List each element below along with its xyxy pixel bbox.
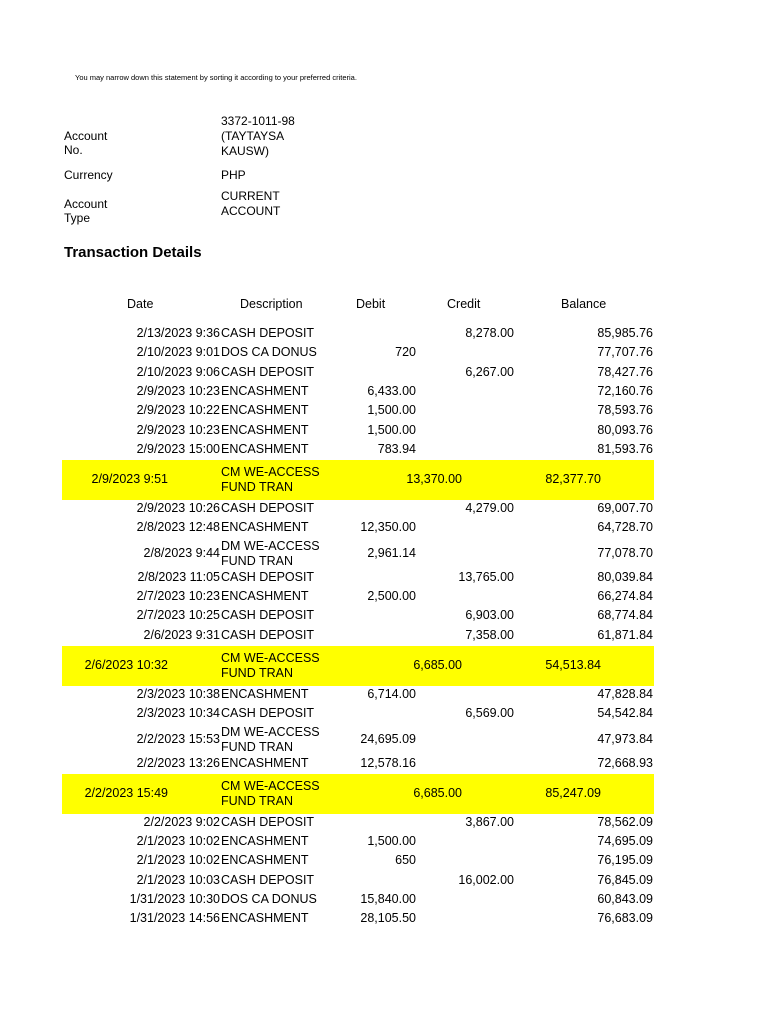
row-date: 2/9/2023 10:26 [136, 501, 220, 516]
row-description: CASH DEPOSIT [221, 706, 315, 721]
table-row [0, 402, 768, 421]
row-date: 2/1/2023 10:02 [136, 834, 220, 849]
table-row [62, 646, 654, 686]
row-balance: 85,985.76 [597, 326, 653, 340]
row-date: 2/1/2023 10:02 [136, 853, 220, 868]
row-date: 2/1/2023 10:03 [136, 872, 220, 887]
row-balance: 80,093.76 [597, 422, 653, 437]
row-debit: 1,500.00 [367, 834, 416, 849]
account-no-label: Account No. [64, 129, 108, 157]
row-description: DM WE-ACCESS FUND TRAN [221, 538, 320, 568]
currency-label: Currency [64, 168, 113, 182]
row-balance: 76,683.09 [597, 911, 653, 926]
table-row [0, 519, 768, 538]
row-date: 2/2/2023 13:26 [136, 755, 220, 770]
row-description: ENCASHMENT [221, 383, 309, 398]
account-no-value: 3372-1011-98 (TAYTAYSA KAUSW) [221, 114, 295, 158]
table-row [0, 607, 768, 626]
row-debit: 12,350.00 [360, 520, 416, 535]
row-balance: 64,728.70 [597, 520, 653, 535]
row-debit: 15,840.00 [360, 892, 416, 906]
table-row [0, 422, 768, 441]
row-balance: 74,695.09 [597, 834, 653, 849]
statement-note: You may narrow down this statement by sorting it according to your preferred criteria. [75, 73, 357, 82]
row-description: ENCASHMENT [221, 441, 309, 456]
table-row [0, 539, 768, 569]
table-row [62, 774, 654, 814]
row-debit: 720 [395, 345, 416, 360]
table-row [0, 833, 768, 852]
row-description: CASH DEPOSIT [221, 569, 315, 584]
row-credit: 4,279.00 [465, 501, 514, 516]
row-date: 2/8/2023 9:44 [143, 545, 220, 560]
row-balance: 72,668.93 [597, 755, 653, 770]
row-date: 2/9/2023 10:23 [136, 383, 220, 398]
row-date: 2/9/2023 15:00 [136, 441, 220, 456]
row-debit: 6,714.00 [367, 686, 416, 701]
table-row [0, 755, 768, 774]
row-description: ENCASHMENT [221, 589, 309, 603]
row-balance: 77,707.76 [597, 345, 653, 360]
table-row [62, 460, 654, 500]
table-row [0, 441, 768, 460]
row-credit: 6,267.00 [465, 364, 514, 379]
row-date: 2/10/2023 9:01 [136, 345, 220, 360]
row-date: 2/10/2023 9:06 [136, 364, 220, 379]
table-row [0, 383, 768, 402]
row-balance: 54,513.84 [545, 657, 601, 672]
row-balance: 61,871.84 [597, 627, 653, 642]
row-credit: 6,569.00 [465, 706, 514, 721]
row-description: CASH DEPOSIT [221, 627, 315, 642]
row-credit: 13,370.00 [406, 472, 462, 487]
table-row [0, 627, 768, 646]
row-description: DM WE-ACCESS FUND TRAN [221, 724, 320, 754]
row-date: 2/2/2023 15:53 [136, 731, 220, 746]
currency-value: PHP [221, 168, 246, 182]
row-balance: 47,828.84 [597, 686, 653, 701]
row-balance: 69,007.70 [597, 501, 653, 516]
row-credit: 3,867.00 [465, 814, 514, 829]
row-date: 2/7/2023 10:23 [136, 589, 220, 603]
table-row [0, 325, 768, 344]
row-description: ENCASHMENT [221, 403, 309, 418]
row-description: CM WE-ACCESS FUND TRAN [221, 465, 320, 495]
row-description: DOS CA DONUS [221, 892, 317, 906]
row-date: 2/9/2023 10:22 [136, 403, 220, 418]
row-balance: 47,973.84 [597, 731, 653, 746]
account-type-label: Account Type [64, 197, 108, 225]
row-debit: 6,433.00 [367, 383, 416, 398]
row-description: ENCASHMENT [221, 422, 309, 437]
row-description: CASH DEPOSIT [221, 364, 315, 379]
row-date: 2/2/2023 9:02 [143, 814, 220, 829]
row-debit: 650 [395, 853, 416, 868]
table-row [0, 725, 768, 755]
row-balance: 80,039.84 [597, 569, 653, 584]
row-description: ENCASHMENT [221, 686, 309, 701]
row-debit: 2,500.00 [367, 589, 416, 603]
row-description: ENCASHMENT [221, 834, 309, 849]
row-date: 2/3/2023 10:38 [136, 686, 220, 701]
row-description: CASH DEPOSIT [221, 326, 315, 340]
row-balance: 76,845.09 [597, 872, 653, 887]
row-balance: 81,593.76 [597, 441, 653, 456]
table-row [0, 814, 768, 833]
header-date: Date [127, 297, 154, 311]
row-date: 2/3/2023 10:34 [136, 706, 220, 721]
row-debit: 28,105.50 [360, 911, 416, 926]
header-debit: Debit [356, 297, 386, 311]
row-balance: 85,247.09 [545, 785, 601, 800]
row-date: 2/2/2023 15:49 [84, 785, 168, 800]
row-description: ENCASHMENT [221, 911, 309, 926]
row-balance: 78,562.09 [597, 814, 653, 829]
row-date: 1/31/2023 10:30 [129, 892, 220, 906]
account-type-value: CURRENT ACCOUNT [221, 189, 281, 218]
row-date: 2/9/2023 9:51 [91, 472, 168, 487]
row-credit: 6,685.00 [413, 785, 462, 800]
row-credit: 6,685.00 [413, 657, 462, 672]
row-description: ENCASHMENT [221, 520, 309, 535]
row-date: 2/6/2023 10:32 [84, 657, 168, 672]
table-row [0, 686, 768, 705]
row-balance: 68,774.84 [597, 608, 653, 623]
row-debit: 1,500.00 [367, 422, 416, 437]
row-date: 2/7/2023 10:25 [136, 608, 220, 623]
row-balance: 76,195.09 [597, 853, 653, 868]
table-row [0, 705, 768, 724]
row-date: 2/9/2023 10:23 [136, 422, 220, 437]
row-description: CASH DEPOSIT [221, 501, 315, 516]
row-credit: 13,765.00 [458, 569, 514, 584]
row-description: CM WE-ACCESS FUND TRAN [221, 650, 320, 680]
row-description: ENCASHMENT [221, 755, 309, 770]
row-date: 2/8/2023 11:05 [137, 569, 220, 584]
table-row [0, 872, 768, 891]
row-balance: 72,160.76 [597, 383, 653, 398]
row-date: 2/13/2023 9:36 [136, 326, 220, 340]
table-row [0, 500, 768, 519]
row-description: CASH DEPOSIT [221, 608, 315, 623]
row-credit: 6,903.00 [465, 608, 514, 623]
row-description: CASH DEPOSIT [221, 872, 315, 887]
table-row [0, 569, 768, 588]
header-description: Description [240, 297, 303, 311]
row-date: 2/6/2023 9:31 [143, 627, 220, 642]
row-description: ENCASHMENT [221, 853, 309, 868]
row-balance: 78,593.76 [597, 403, 653, 418]
row-balance: 66,274.84 [597, 589, 653, 603]
row-description: CM WE-ACCESS FUND TRAN [221, 778, 320, 808]
row-debit: 24,695.09 [360, 731, 416, 746]
row-description: CASH DEPOSIT [221, 814, 315, 829]
row-date: 1/31/2023 14:56 [129, 911, 220, 926]
row-debit: 12,578.16 [360, 755, 416, 770]
row-balance: 78,427.76 [597, 364, 653, 379]
row-credit: 8,278.00 [465, 326, 514, 340]
table-row [0, 588, 768, 607]
row-debit: 2,961.14 [367, 545, 416, 560]
row-credit: 16,002.00 [458, 872, 514, 887]
row-date: 2/8/2023 12:48 [136, 520, 220, 535]
row-balance: 77,078.70 [597, 545, 653, 560]
section-title: Transaction Details [64, 244, 202, 261]
header-credit: Credit [447, 297, 481, 311]
row-debit: 1,500.00 [367, 403, 416, 418]
row-debit: 783.94 [377, 441, 416, 456]
table-row [0, 910, 768, 929]
row-balance: 60,843.09 [597, 892, 653, 906]
row-balance: 54,542.84 [597, 706, 653, 721]
row-balance: 82,377.70 [545, 472, 601, 487]
table-row [0, 344, 768, 363]
table-row [0, 852, 768, 871]
table-row [0, 891, 768, 910]
row-credit: 7,358.00 [465, 627, 514, 642]
header-balance: Balance [561, 297, 607, 311]
table-row [0, 364, 768, 383]
row-description: DOS CA DONUS [221, 345, 317, 360]
